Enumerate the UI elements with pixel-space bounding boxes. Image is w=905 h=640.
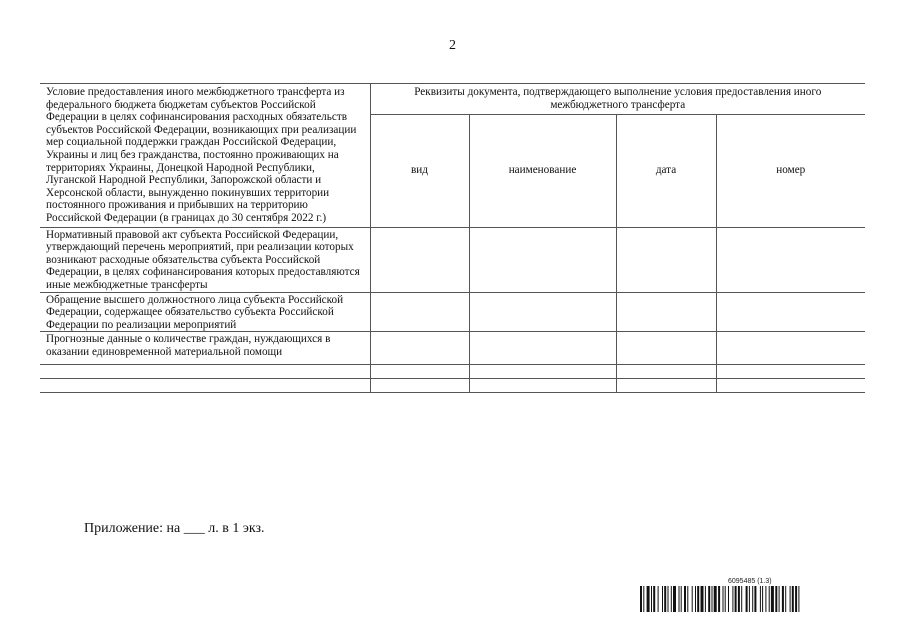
table-cell: [370, 292, 469, 332]
table-cell: [469, 379, 616, 393]
condition-header-cell: Условие предоставления иного межбюджетного трансферта из федерального бюджета бюджетам субъектов Российской Федерации в целях софинансирования расходных обязательств субъектов Российской Федерации, возникающих при реализации мер социальной поддержки граждан Российской Федерации, Украины и лиц без гражданства, постоянно проживающих на территориях Украины, Донецкой Народной Республики, Луганской Народной Республики, Запорожской области и Херсонской области, вынужденно покинувших территории постоянного проживания и прибывших на территорию Российской Федерации (в границах до 30 сентября 2022 г.): [40, 84, 370, 228]
table-row: [40, 332, 865, 365]
table-cell: [616, 365, 716, 379]
table-cell: [616, 332, 716, 365]
table-cell: [469, 227, 616, 292]
row-label: [40, 365, 370, 379]
table-row: [40, 379, 865, 393]
table-header-row: [40, 84, 865, 115]
table-cell: [616, 227, 716, 292]
requisites-group-header: Реквизиты документа, подтверждающего выполнение условия предоставления иного межбюджетного трансферта: [370, 84, 865, 115]
requisites-table: [40, 83, 865, 393]
column-header-number: номер: [716, 115, 865, 228]
column-header-date: дата: [616, 115, 716, 228]
page-number: 2: [449, 38, 456, 53]
table-cell: [370, 227, 469, 292]
row-label: [40, 379, 370, 393]
row-label: Прогнозные данные о количестве граждан, нуждающихся в оказании единовременной материальной помощи: [40, 332, 370, 365]
row-label: Нормативный правовой акт субъекта Российской Федерации, утверждающий перечень мероприятий, при реализации которых возникают расходные обязательства субъекта Российской Федерации, в целях софинансирования которых предоставляются иные межбюджетные трансферты: [40, 227, 370, 292]
column-header-type: вид: [370, 115, 469, 228]
barcode-number: 6095485 (1.3): [728, 578, 772, 585]
table-cell: [616, 292, 716, 332]
table-cell: [469, 332, 616, 365]
barcode-icon: [640, 586, 858, 612]
table-cell: [716, 332, 865, 365]
table-cell: [469, 292, 616, 332]
table-row: [40, 365, 865, 379]
table-cell: [716, 227, 865, 292]
table-cell: [469, 365, 616, 379]
column-header-name: наименование: [469, 115, 616, 228]
table-cell: [370, 365, 469, 379]
table-cell: [370, 332, 469, 365]
table-row: [40, 292, 865, 332]
table-cell: [716, 379, 865, 393]
table-row: [40, 227, 865, 292]
table-cell: [716, 292, 865, 332]
table-cell: [370, 379, 469, 393]
row-label: Обращение высшего должностного лица субъекта Российской Федерации, содержащее обязательство субъекта Российской Федерации по реализации мероприятий: [40, 292, 370, 332]
attachment-note: Приложение: на ___ л. в 1 экз.: [84, 521, 265, 536]
table-cell: [716, 365, 865, 379]
table-cell: [616, 379, 716, 393]
